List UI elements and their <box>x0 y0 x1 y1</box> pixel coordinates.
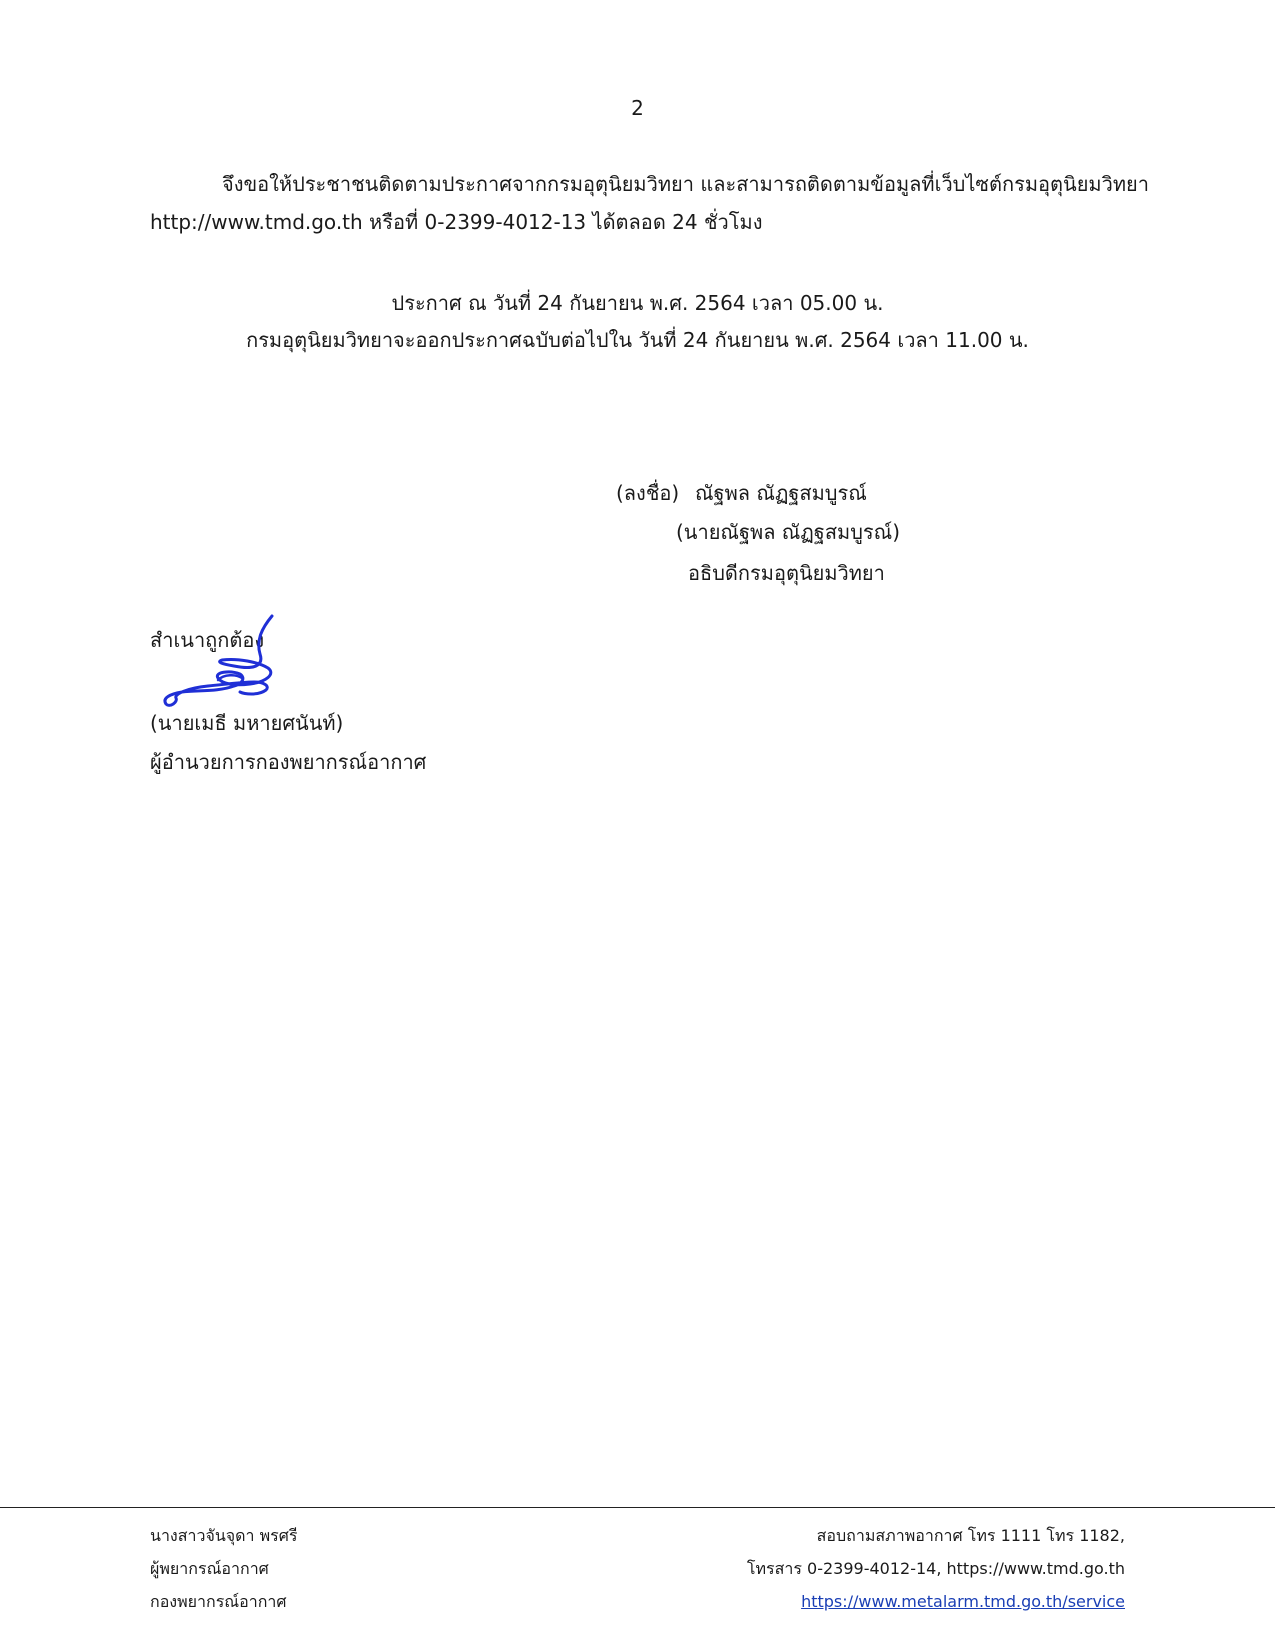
contact-phone: สอบถามสภาพอากาศ โทร 1111 โทร 1182, <box>816 1526 1125 1545</box>
certified-copy-label: สำเนาถูกต้อง <box>150 628 265 652</box>
signed-label: (ลงชื่อ) <box>616 481 680 505</box>
signatory-position: อธิบดีกรมอุตุนิยมวิทยา <box>688 561 885 585</box>
metalarm-service-link[interactable]: https://www.metalarm.tmd.go.th/service <box>801 1592 1125 1611</box>
forecaster-title: ผู้พยากรณ์อากาศ <box>150 1559 269 1578</box>
body-paragraph-line-2: http://www.tmd.go.th หรือที่ 0-2399-4012-13 ได้ตลอด 24 ชั่วโมง <box>150 210 763 234</box>
certifier-position: ผู้อำนวยการกองพยากรณ์อากาศ <box>150 750 427 774</box>
body-paragraph-line-1: จึงขอให้ประชาชนติดตามประกาศจากกรมอุตุนิยมวิทยา และสามารถติดตามข้อมูลที่เว็บไซต์กรมอุตุนิยมวิทยา <box>222 172 1149 196</box>
handwritten-signature <box>158 612 288 708</box>
page-number: 2 <box>631 96 644 120</box>
announcement-issued-date: ประกาศ ณ วันที่ 24 กันยายน พ.ศ. 2564 เวลา 05.00 น. <box>391 291 884 315</box>
forecaster-division: กองพยากรณ์อากาศ <box>150 1592 287 1611</box>
signatory-name: ณัฐพล ณัฏฐสมบูรณ์ <box>695 481 867 505</box>
announcement-next-issue: กรมอุตุนิยมวิทยาจะออกประกาศฉบับต่อไปใน วันที่ 24 กันยายน พ.ศ. 2564 เวลา 11.00 น. <box>246 328 1029 352</box>
certifier-name: (นายเมธี มหายศนันท์) <box>150 711 344 735</box>
footer-divider <box>0 1507 1275 1508</box>
signatory-full-name: (นายณัฐพล ณัฏฐสมบูรณ์) <box>676 520 901 544</box>
signature-stroke <box>165 616 272 705</box>
forecaster-name: นางสาวจันจุดา พรศรี <box>150 1526 298 1545</box>
contact-fax-website: โทรสาร 0-2399-4012-14, https://www.tmd.go.th <box>746 1559 1125 1578</box>
signature-underline-stroke <box>218 675 242 680</box>
